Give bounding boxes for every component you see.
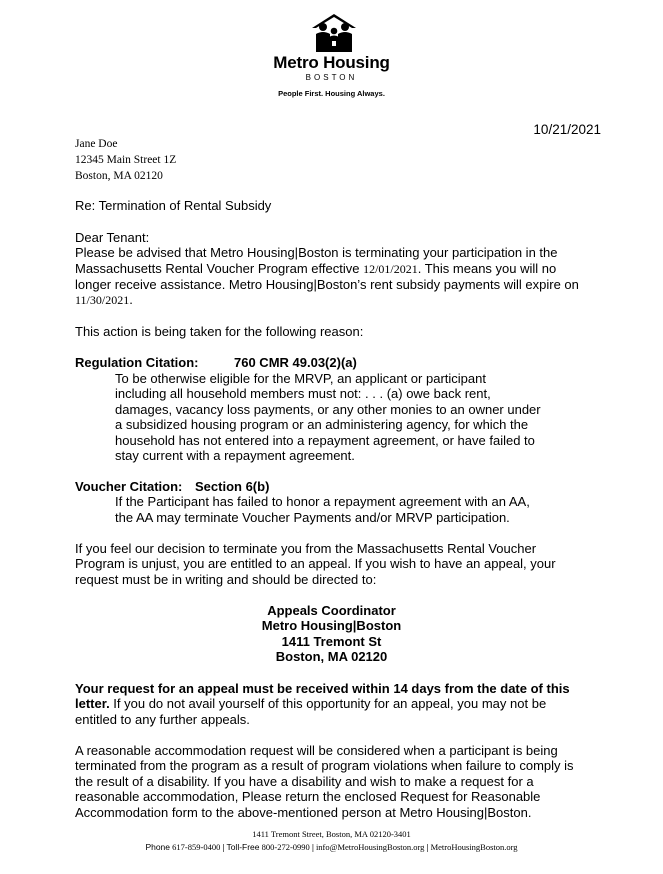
regulation-line: a subsidized housing program or an administering agency, for which the — [115, 417, 529, 432]
appeals-address-line: 1411 Tremont St — [281, 634, 382, 649]
appeals-address-line: Appeals Coordinator — [267, 603, 396, 618]
regulation-line: including all household members must not: . . . (a) owe back rent, — [115, 386, 491, 401]
accommodation-line: terminated from the program as a result of program violations when failure to comply is — [75, 758, 574, 773]
phone-number: 617-859-0400 — [172, 842, 221, 852]
appeal-line: If you feel our decision to terminate you from the Massachusetts Rental Voucher — [75, 541, 537, 556]
website-link[interactable]: MetroHousingBoston.org — [430, 842, 518, 852]
appeal-line: request must be in writing and should be directed to: — [75, 572, 377, 587]
brand-subtitle: BOSTON — [305, 73, 358, 82]
regulation-citation-label: Regulation Citation: — [75, 355, 199, 370]
voucher-citation-code: Section 6(b) — [195, 479, 270, 494]
regulation-citation-code: 760 CMR 49.03(2)(a) — [234, 355, 357, 370]
accommodation-line: reasonable accommodation, Please return the enclosed Request for Reasonable — [75, 789, 541, 804]
effective-date: 12/01/2021 — [363, 262, 418, 276]
deadline-line-3: entitled to any further appeals. — [75, 712, 250, 727]
regulation-line: To be otherwise eligible for the MRVP, an applicant or participant — [115, 371, 486, 386]
intro-line-2: Massachusetts Rental Voucher Program effective 12/01/2021. This means you will no — [75, 261, 557, 276]
regulation-line: damages, vacancy loss payments, or any other monies to an owner under — [115, 402, 541, 417]
accommodation-line: Accommodation form to the above-mentioned person at Metro Housing|Boston. — [75, 805, 532, 820]
voucher-line: If the Participant has failed to honor a repayment agreement with an AA, — [115, 494, 530, 509]
appeal-line: Program is unjust, you are entitled to an appeal. If you wish to have an appeal, your — [75, 556, 556, 571]
appeals-address-line: Metro Housing|Boston — [261, 618, 402, 633]
tollfree-label: Toll-Free — [226, 842, 260, 852]
footer-address: 1411 Tremont Street, Boston, MA 02120-3401 — [252, 829, 411, 839]
recipient-street: 12345 Main Street 1Z — [75, 154, 177, 166]
deadline-line-1: Your request for an appeal must be received within 14 days from the date of this — [75, 681, 570, 696]
regulation-line: stay current with a repayment agreement. — [115, 448, 355, 463]
tollfree-number: 800-272-0990 — [261, 842, 310, 852]
recipient-city: Boston, MA 02120 — [75, 170, 163, 182]
expire-date: 11/30/2021 — [75, 293, 130, 307]
voucher-line: the AA may terminate Voucher Payments and/or MRVP participation. — [115, 510, 510, 525]
intro-line-1: Please be advised that Metro Housing|Boston is terminating your participation in the — [75, 245, 558, 260]
accommodation-line: the result of a disability. If you have a disability and wish to make a request for a — [75, 774, 534, 789]
phone-label: Phone — [145, 842, 171, 852]
salutation: Dear Tenant: — [75, 230, 150, 245]
tagline: People First. Housing Always. — [278, 89, 385, 98]
voucher-citation-label: Voucher Citation: — [75, 479, 183, 494]
accommodation-line: A reasonable accommodation request will be considered when a participant is being — [75, 743, 558, 758]
footer-contact: Phone 617-859-0400 | Toll-Free 800-272-0990 | info@MetroHousingBoston.org | MetroHousingBoston.org — [145, 842, 518, 852]
intro-line-3: longer receive assistance. Metro Housing|Boston’s rent subsidy payments will expire on — [75, 277, 579, 292]
family-house-logo-icon — [312, 14, 356, 54]
subject-line: Re: Termination of Rental Subsidy — [75, 198, 272, 213]
reason-intro: This action is being taken for the following reason: — [75, 324, 364, 339]
appeals-address-line: Boston, MA 02120 — [275, 649, 388, 664]
regulation-line: household has not entered into a repayment agreement, or have failed to — [115, 433, 535, 448]
recipient-name: Jane Doe — [75, 138, 118, 150]
deadline-line-2: letter. If you do not avail yourself of this opportunity for an appeal, you may not be — [75, 696, 547, 711]
intro-line-4: 11/30/2021. — [75, 292, 133, 307]
brand-name: Metro Housing — [273, 53, 390, 72]
email-link[interactable]: info@MetroHousingBoston.org — [315, 842, 425, 852]
letter-date: 10/21/2021 — [533, 122, 601, 137]
